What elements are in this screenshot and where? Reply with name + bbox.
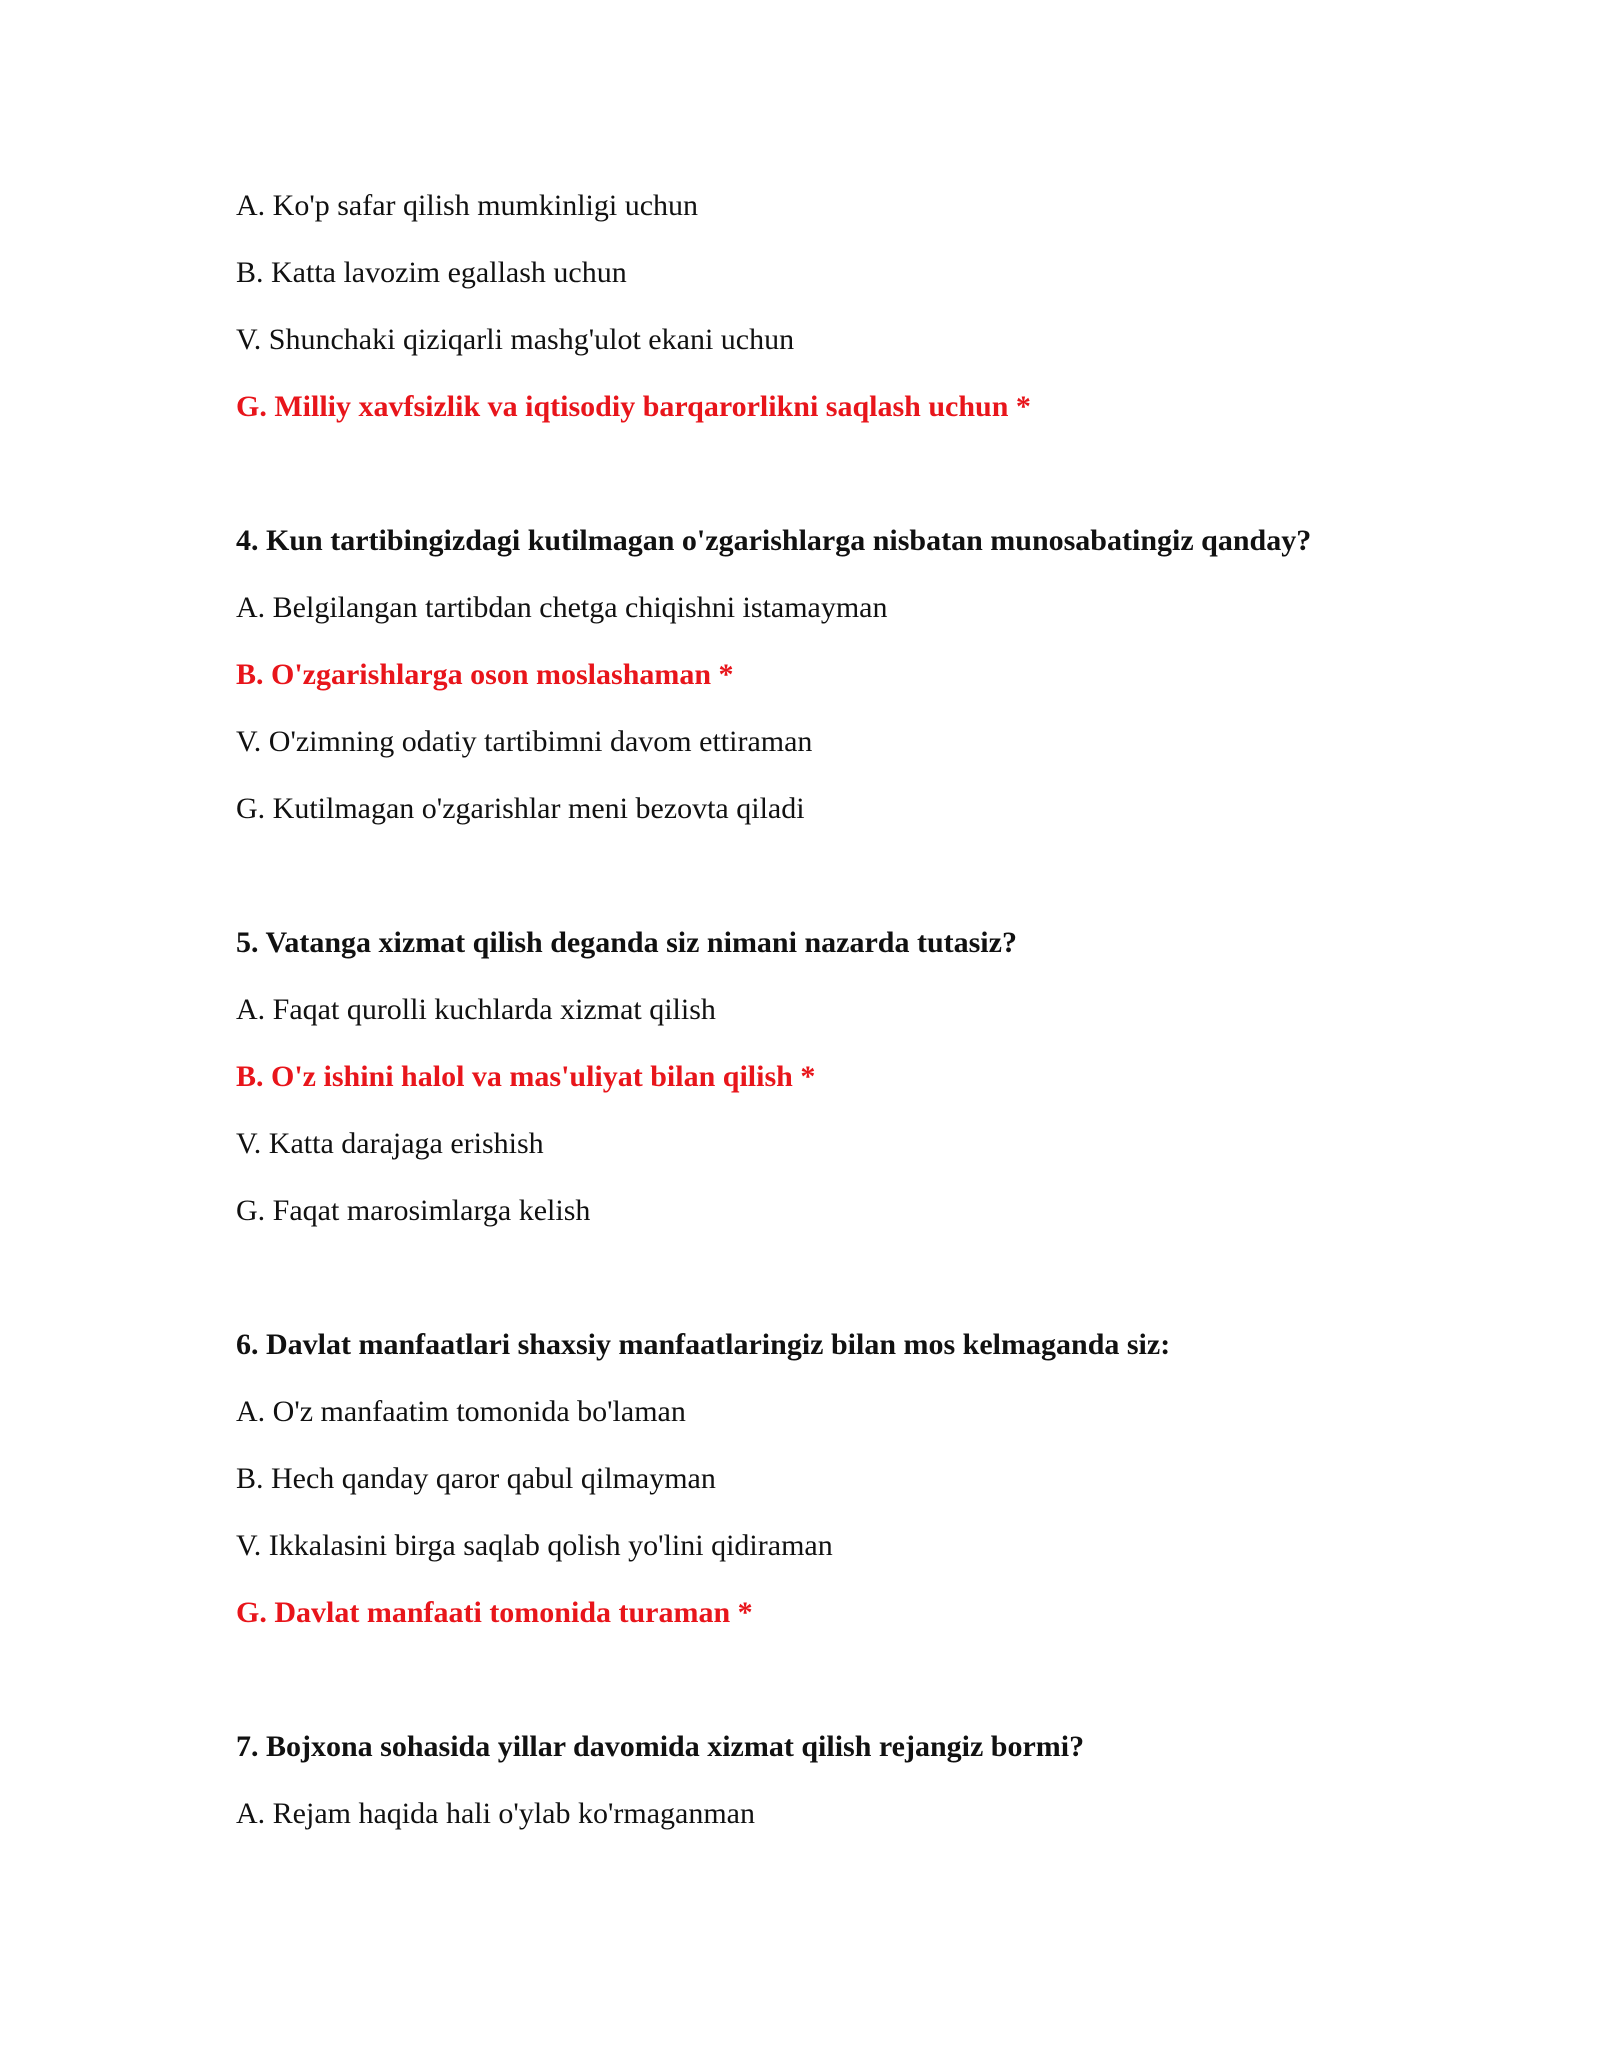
q5-option-a: A. Faqat qurolli kuchlarda xizmat qilish — [236, 993, 716, 1026]
q5-option-v: V. Katta darajaga erishish — [236, 1127, 544, 1160]
q3-option-a: A. Ko'p safar qilish mumkinligi uchun — [236, 189, 699, 222]
q3-option-g-correct: G. Milliy xavfsizlik va iqtisodiy barqarorlikni saqlash uchun * — [236, 390, 1031, 423]
q3-option-b: B. Katta lavozim egallash uchun — [236, 256, 627, 289]
q4-option-g: G. Kutilmagan o'zgarishlar meni bezovta qiladi — [236, 792, 805, 825]
q5-option-g: G. Faqat marosimlarga kelish — [236, 1194, 591, 1227]
q6-option-g-correct: G. Davlat manfaati tomonida turaman * — [236, 1596, 753, 1629]
q4-option-v: V. O'zimning odatiy tartibimni davom ettiraman — [236, 725, 813, 758]
q6-option-a: A. O'z manfaatim tomonida bo'laman — [236, 1395, 686, 1428]
q7-question: 7. Bojxona sohasida yillar davomida xizmat qilish rejangiz bormi? — [236, 1730, 1085, 1763]
q5-question: 5. Vatanga xizmat qilish deganda siz nimani nazarda tutasiz? — [236, 926, 1017, 959]
q7-option-a: A. Rejam haqida hali o'ylab ko'rmaganman — [236, 1797, 755, 1830]
q6-option-v: V. Ikkalasini birga saqlab qolish yo'lini qidiraman — [236, 1529, 833, 1562]
q5-option-b-correct: B. O'z ishini halol va mas'uliyat bilan qilish * — [236, 1060, 816, 1093]
q4-question: 4. Kun tartibingizdagi kutilmagan o'zgarishlarga nisbatan munosabatingiz qanday? — [236, 524, 1312, 557]
q4-option-a: A. Belgilangan tartibdan chetga chiqishni istamayman — [236, 591, 888, 624]
q3-option-v: V. Shunchaki qiziqarli mashg'ulot ekani uchun — [236, 323, 795, 356]
q6-option-b: B. Hech qanday qaror qabul qilmayman — [236, 1462, 716, 1495]
q4-option-b-correct: B. O'zgarishlarga oson moslashaman * — [236, 658, 734, 691]
q6-question: 6. Davlat manfaatlari shaxsiy manfaatlaringiz bilan mos kelmaganda siz: — [236, 1328, 1171, 1361]
